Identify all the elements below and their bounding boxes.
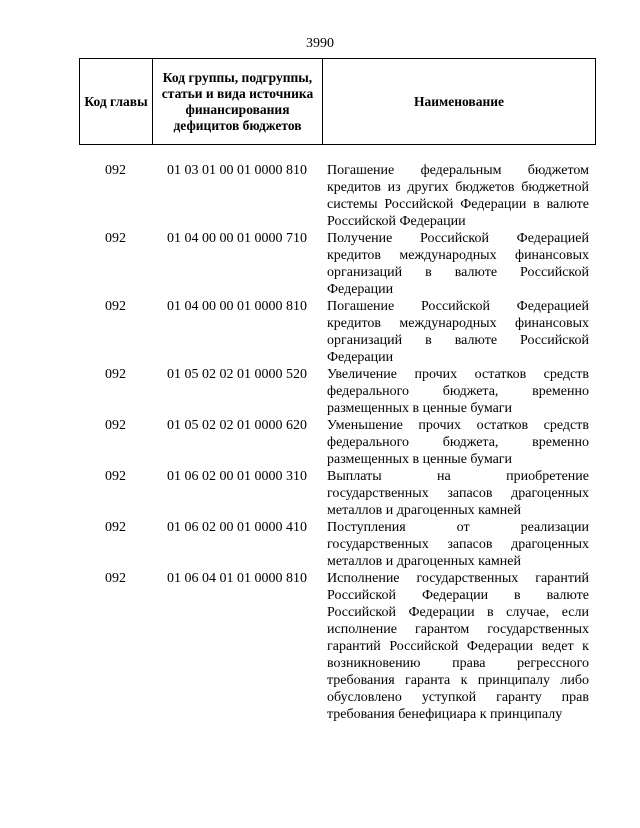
chapter-code-cell: 092 [105,231,126,246]
header-chapter-code: Код главы [80,59,153,144]
source-code-cell: 01 04 00 00 01 0000 710 [167,231,307,246]
table-body [79,162,596,723]
name-cell: Увеличение прочих остатков средств федерального бюджета, временно размещенных в ценные бумаги [327,367,589,416]
chapter-code-cell: 092 [105,367,126,382]
name-cell: Погашение Российской Федерацией кредитов международных финансовых организаций в валюте Российской Федерации [327,299,589,365]
table-row [79,417,596,468]
header-name: Наименование [414,93,504,109]
table-row [79,230,596,298]
chapter-code-cell: 092 [105,571,126,586]
table-row [79,519,596,570]
name-cell: Получение Российской Федерацией кредитов международных финансовых организаций в валюте Российской Федерации [327,231,589,297]
name-cell: Поступления от реализации государственных запасов драгоценных металлов и драгоценных камней [327,520,589,569]
chapter-code-cell: 092 [105,520,126,535]
name-cell: Исполнение государственных гарантий Российской Федерации в валюте Российской Федерации в случае, если исполнение гарантом государственных гарантий Российской Федерации ведет к возникновению права регрессного требования гаранта к принципалу либо обусловлено уступкой гаранту прав требования бенефициара к принципалу [327,571,589,722]
chapter-code-cell: 092 [105,418,126,433]
table-row [79,162,596,230]
source-code-cell: 01 06 04 01 01 0000 810 [167,571,307,586]
source-code-cell: 01 05 02 02 01 0000 620 [167,418,307,433]
source-code-cell: 01 03 01 00 01 0000 810 [167,163,307,178]
source-code-cell: 01 06 02 00 01 0000 310 [167,469,307,484]
table-row [79,366,596,417]
source-code-cell: 01 04 00 00 01 0000 810 [167,299,307,314]
name-cell: Погашение федеральным бюджетом кредитов из других бюджетов бюджетной системы Российской Федерации в валюте Российской Федерации [327,163,589,229]
table-row [79,468,596,519]
source-code-cell: 01 06 02 00 01 0000 410 [167,520,307,535]
table-row [79,298,596,366]
page-number: 3990 [306,36,334,51]
source-code-cell: 01 05 02 02 01 0000 520 [167,367,307,382]
chapter-code-cell: 092 [105,163,126,178]
table-header [79,58,596,145]
chapter-code-cell: 092 [105,299,126,314]
header-source-code: Код группы, подгруппы, статьи и вида источника финансирования дефицитов бюджетов [153,59,323,144]
name-cell: Уменьшение прочих остатков средств федерального бюджета, временно размещенных в ценные бумаги [327,418,589,467]
chapter-code-cell: 092 [105,469,126,484]
name-cell: Выплаты на приобретение государственных запасов драгоценных металлов и драгоценных камней [327,469,589,518]
table-row [79,570,596,723]
